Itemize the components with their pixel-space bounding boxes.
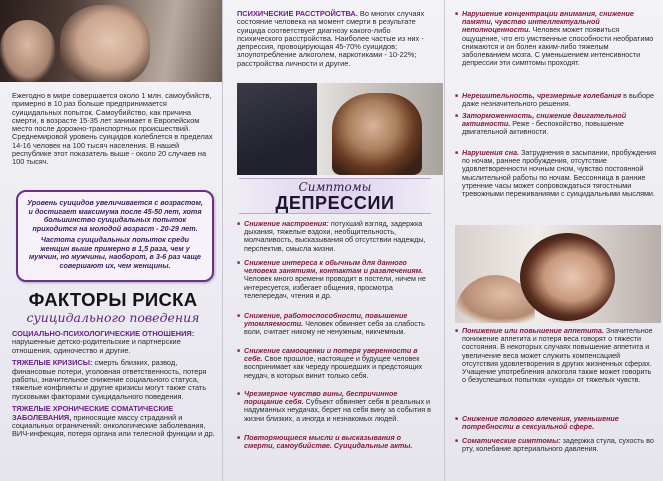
risk-item-key: СОЦИАЛЬНО-ПСИХОЛОГИЧЕСКИЕ ОТНОШЕНИЯ:	[12, 329, 195, 338]
panel-middle	[222, 0, 444, 481]
symptom-key: Нерешительность, чрезмерные колебания	[462, 91, 622, 100]
list-item	[237, 347, 433, 380]
callout-gender-text: Частота суицидальных попыток среди женщин выше примерно в 1,5 раза, чем у мужчин, но мужчины, наоборот, в 3-6 раз чаще совершают их, чем женщины.	[28, 235, 202, 270]
symptom-key: Чрезмерное чувство вины, беспричинное порицание себя.	[244, 389, 398, 407]
list-item	[12, 405, 218, 439]
panel-left	[0, 0, 222, 481]
symptoms-title-line2: ДЕПРЕССИИ	[275, 193, 395, 213]
symptom-text: задержка стула, сухость во рту, колебание артериального давления.	[462, 436, 654, 454]
risk-item-key: ТЯЖЕЛЫЕ КРИЗИСЫ:	[12, 358, 93, 368]
symptom-text: потухший взгляд, задержка дыхания, тяжелые вздохи, необщительность, молчаливость, высказывания об отсутствии надежды, перспектив, смысла жизни.	[244, 219, 426, 253]
symptom-key: Повторяющиеся мысли и высказывания о смерти, самоубийстве. Суицидальные акты.	[244, 433, 413, 451]
list-item	[455, 92, 657, 108]
photo-therapy-session	[237, 83, 443, 175]
list-item	[455, 415, 657, 431]
symptom-key: Заторможенность, снижение двигательной активности.	[462, 111, 627, 129]
symptom-text: Реже - беспокойство, повышение двигательной активности.	[462, 119, 624, 137]
photo-therapist	[237, 83, 317, 175]
symptom-text: Значительное понижение аппетита и потеря веса говорят о тяжести состояния. В некоторых случаях повышение аппетита и увеличение веса может служить компенсацией отсутствия удовлетворения в других жизненных сферах. Учащение употребления алкоголя также может говорить о безуспешных попытках «ухода» от тяжелых чувств.	[462, 326, 653, 385]
list-item	[455, 327, 657, 384]
symptom-text: Человек может появиться ощущение, что его умственные способности необратимо снижаются и он болен каким-либо тяжелым заболеванием мозга. С уменьшением интенсивности депрессии эти симптомы проходят.	[462, 25, 654, 68]
risk-factors-title: ФАКТОРЫ РИСКА	[28, 289, 198, 310]
photo-head	[520, 233, 615, 321]
photo-sleepless-woman	[455, 225, 661, 323]
list-item	[455, 437, 657, 453]
symptom-key: Снижение настроения:	[244, 219, 329, 228]
symptom-key: Нарушения сна.	[462, 148, 520, 157]
risk-factors-list	[12, 330, 218, 439]
list-item	[455, 149, 657, 198]
risk-item-key: ТЯЖЕЛЫЕ ХРОНИЧЕСКИЕ СОМАТИЧЕСКИЕ ЗАБОЛЕВАНИЯ,	[12, 404, 174, 422]
list-item	[12, 330, 218, 355]
statistics-callout	[16, 190, 214, 282]
symptom-text: Субъект обвиняет себя в реальных и надуманных неудачах, берет на себя вину за события в жизни близких, а иногда и незнакомых людей.	[244, 397, 431, 423]
symptom-key: Снижение полового влечения, уменьшение потребности в сексуальной сфере.	[462, 414, 619, 432]
list-item	[237, 312, 433, 337]
mental-disorders-text: Во многих случаях состояние человека на момент смерти в результате суицида соответствует диагнозу какого-либо психического расстройства. Наиболее частые из них - депрессия, провоцирующая 45-70% суицидов; злоупотребление алкоголем, наркотиками - 10-22%; расстройства личности и другие.	[237, 9, 425, 68]
photo-hand	[0, 20, 55, 82]
list-item	[237, 259, 433, 300]
symptoms-header	[239, 178, 431, 214]
list-item	[455, 10, 657, 67]
symptom-text: Человек много времени проводит в постели, ничем не интересуется, избегает общения, просмотра телепередач, чтения и др.	[244, 274, 426, 300]
symptom-key: Нарушение концентрации внимания, снижение памяти, чувство интеллектуальной неполноценности.	[462, 9, 634, 35]
mental-disorders-paragraph	[237, 10, 437, 68]
photo-sad-woman	[0, 0, 222, 82]
symptom-text: Затруднения в засыпании, пробуждения по ночам, раннее пробуждения, отсутствие удовлетворенности ночным сном, чувство постоянной мыслительной работы по ночам. Бессонница в ранние утренние часы может сопровождаться тягостными тревожными переживаниями с суицидальными мыслями.	[462, 148, 657, 199]
symptom-text: Свое прошлое, настоящее и будущее человек воспринимает как череду прошедших и предстоящих неудач, в которых винит только себя.	[244, 354, 423, 380]
symptom-key: Снижение интереса к обычным для данного человека занятиям, контактам и развлечениям.	[244, 258, 424, 276]
list-item	[12, 359, 218, 401]
risk-item-text: смерть близких, развод, финансовые потери, уголовная ответственность, потеря работы, значительное снижение социального статуса, тяжелые конфликты и другие кризисы могут также стать пусковыми факторами суицидального поведения.	[12, 358, 207, 401]
risk-item-text: нарушенные детско-родительские и партнерские отношения, одиночество и другие.	[12, 337, 181, 355]
list-item	[237, 220, 433, 253]
risk-factors-subtitle: суицидального поведения	[26, 310, 200, 325]
symptoms-title-line1: Симптомы	[298, 180, 372, 194]
mental-disorders-key: ПСИХИЧЕСКИЕ РАССТРОЙСТВА.	[237, 9, 358, 18]
photo-patient	[332, 93, 422, 175]
symptom-key: Соматические симптомы:	[462, 436, 561, 445]
symptom-key: Снижение самооценки и потеря уверенности в себе.	[244, 346, 418, 364]
callout-age-text: Уровень суицидов увеличивается с возрастом, и достигает максимума после 45-50 лет, хотя большинство суицидальных попыток приходится на молодой возраст - 20-29 лет.	[27, 198, 203, 233]
symptom-key: Снижение, работоспособности, повышение утомляемости.	[244, 311, 408, 329]
symptom-text: Человек обвиняет себя за слабость воли, считает никому не ненужным, никчемным.	[244, 319, 425, 337]
panel-right	[444, 0, 663, 481]
risk-item-text: приносящие массу страданий и социальных ограничений: онкологические заболевания, ВИЧ-инфекция, потеря органа или телесной функции и др.	[12, 412, 215, 439]
photo-face	[60, 5, 150, 82]
list-item	[237, 434, 433, 450]
symptom-key: Понижение или повышение аппетита.	[462, 326, 604, 335]
list-item	[237, 390, 433, 423]
statistics-paragraph: Ежегодно в мире совершается около 1 млн. самоубийств, примерно в 10 раз больше предпринимается суицидальных попыток. Самоубийство, как причина смерти, в возрасте 15-35 лет занимает в Европейском место после дорожно-транспортных происшествий. Среднемировой уровень суицидов колеблется в пределах 14-16 человек на 100 тысяч населения. В нашей республике этот показатель выше - около 20 случаев на 100 тысяч.	[12, 91, 213, 167]
symptom-text: в выборе даже незначительного решения.	[462, 91, 655, 109]
list-item	[455, 112, 657, 137]
